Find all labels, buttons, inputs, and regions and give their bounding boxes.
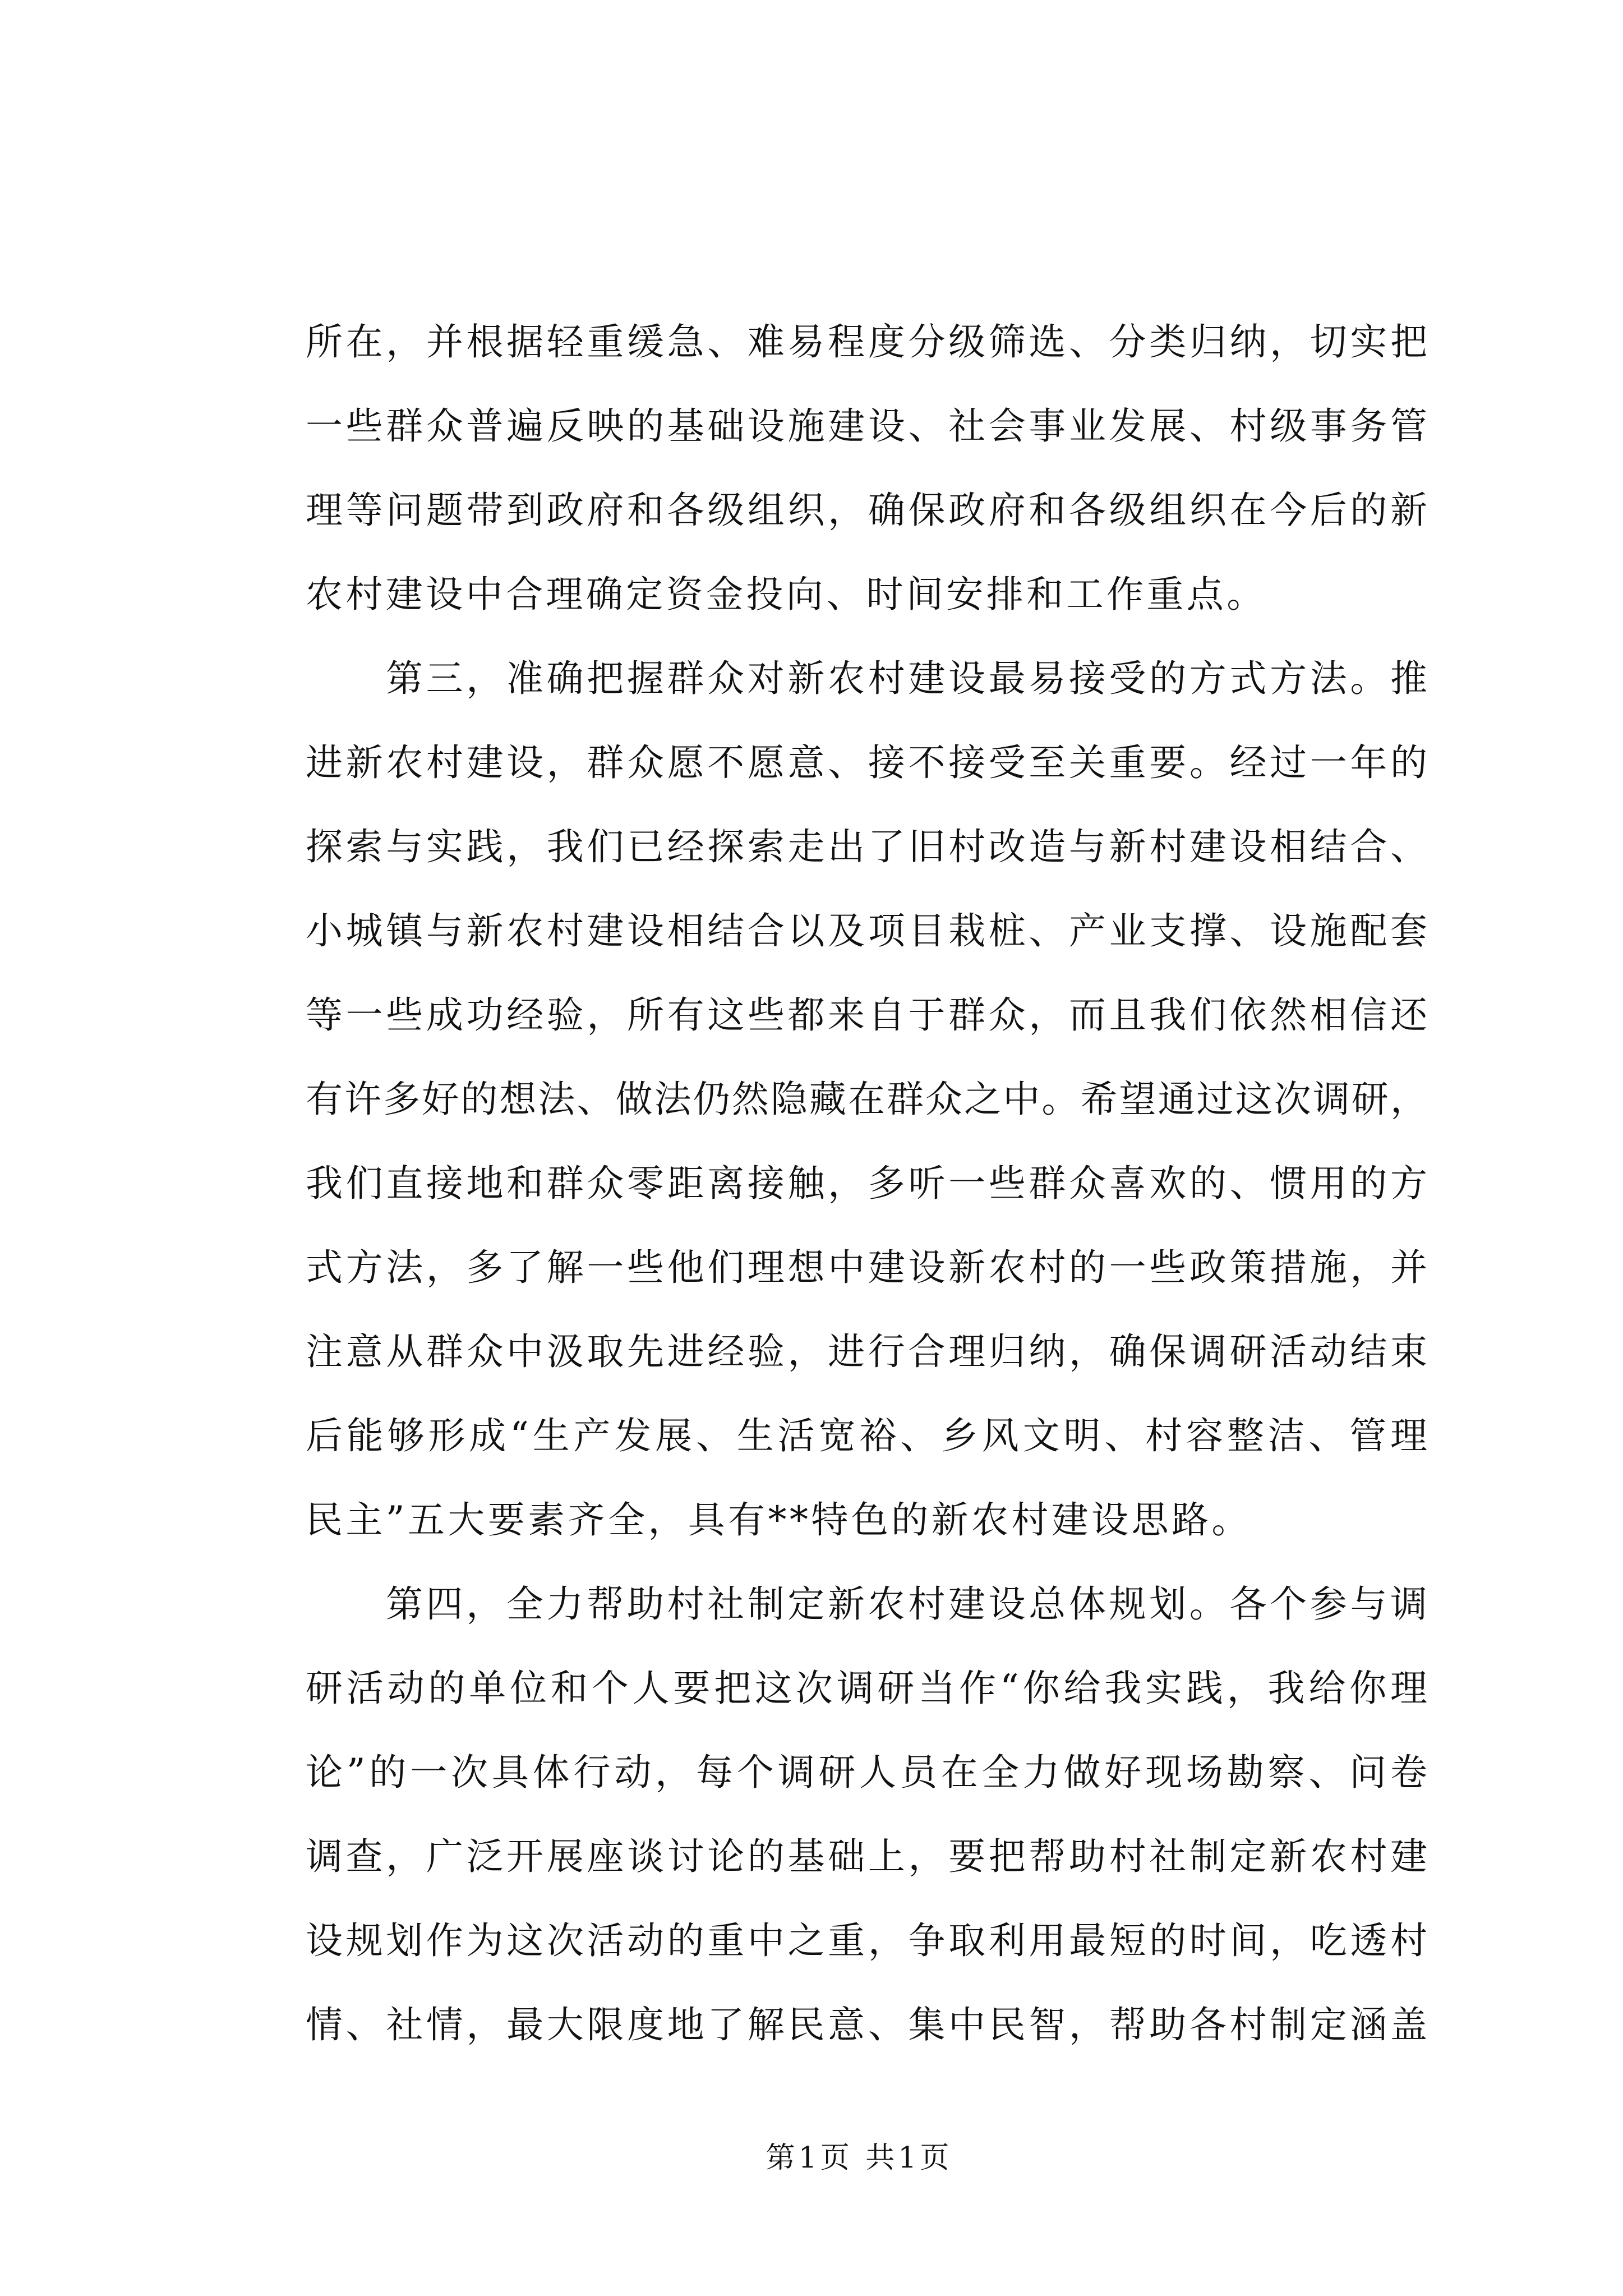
body-text-line: 等一些成功经验，所有这些都来自于群众，而且我们依然相信还 (306, 993, 1427, 1037)
document-body (306, 300, 1427, 2067)
paragraph-continued (306, 300, 1427, 637)
body-text-line: 论”的一次具体行动，每个调研人员在全力做好现场勘察、问卷 (306, 1751, 1427, 1794)
paragraph-fourth-point (306, 1562, 1427, 2067)
body-text-line: 所在，并根据轻重缓急、难易程度分级筛选、分类归纳，切实把 (306, 320, 1427, 364)
body-text-line: 调查，广泛开展座谈讨论的基础上，要把帮助村社制定新农村建 (306, 1835, 1427, 1878)
body-text-line: 探索与实践，我们已经探索走出了旧村改造与新村建设相结合、 (306, 825, 1427, 868)
body-text-line: 进新农村建设，群众愿不愿意、接不接受至关重要。经过一年的 (306, 741, 1427, 784)
body-text-line: 设规划作为这次活动的重中之重，争取利用最短的时间，吃透村 (306, 1919, 1427, 1962)
body-text-line: 我们直接地和群众零距离接触，多听一些群众喜欢的、惯用的方 (306, 1162, 1427, 1205)
body-text-line: 第四，全力帮助村社制定新农村建设总体规划。各个参与调 (386, 1582, 1427, 1626)
body-text-line: 后能够形成“生产发展、生活宽裕、乡风文明、村容整洁、管理 (306, 1414, 1427, 1457)
paragraph-third-point (306, 637, 1427, 1562)
body-text-line: 有许多好的想法、做法仍然隐藏在群众之中。希望通过这次调研， (306, 1078, 1427, 1121)
body-text-line: 情、社情，最大限度地了解民意、集中民智，帮助各村制定涵盖 (306, 2003, 1427, 2046)
page-number-footer: 第1页 共1页 (766, 2141, 953, 2175)
body-text-line: 第三，准确把握群众对新农村建设最易接受的方式方法。推 (386, 657, 1427, 700)
body-text-line: 农村建设中合理确定资金投向、时间安排和工作重点。 (306, 573, 1267, 616)
body-text-line: 理等问题带到政府和各级组织，确保政府和各级组织在今后的新 (306, 489, 1427, 532)
body-text-line: 研活动的单位和个人要把这次调研当作“你给我实践，我给你理 (306, 1667, 1427, 1710)
body-text-line: 注意从群众中汲取先进经验，进行合理归纳，确保调研活动结束 (306, 1330, 1427, 1373)
body-text-line: 一些群众普遍反映的基础设施建设、社会事业发展、村级事务管 (306, 404, 1427, 448)
body-text-line: 小城镇与新农村建设相结合以及项目栽桩、产业支撑、设施配套 (306, 909, 1427, 953)
body-text-line: 民主”五大要素齐全，具有**特色的新农村建设思路。 (306, 1498, 1252, 1542)
body-text-line: 式方法，多了解一些他们理想中建设新农村的一些政策措施，并 (306, 1246, 1427, 1289)
